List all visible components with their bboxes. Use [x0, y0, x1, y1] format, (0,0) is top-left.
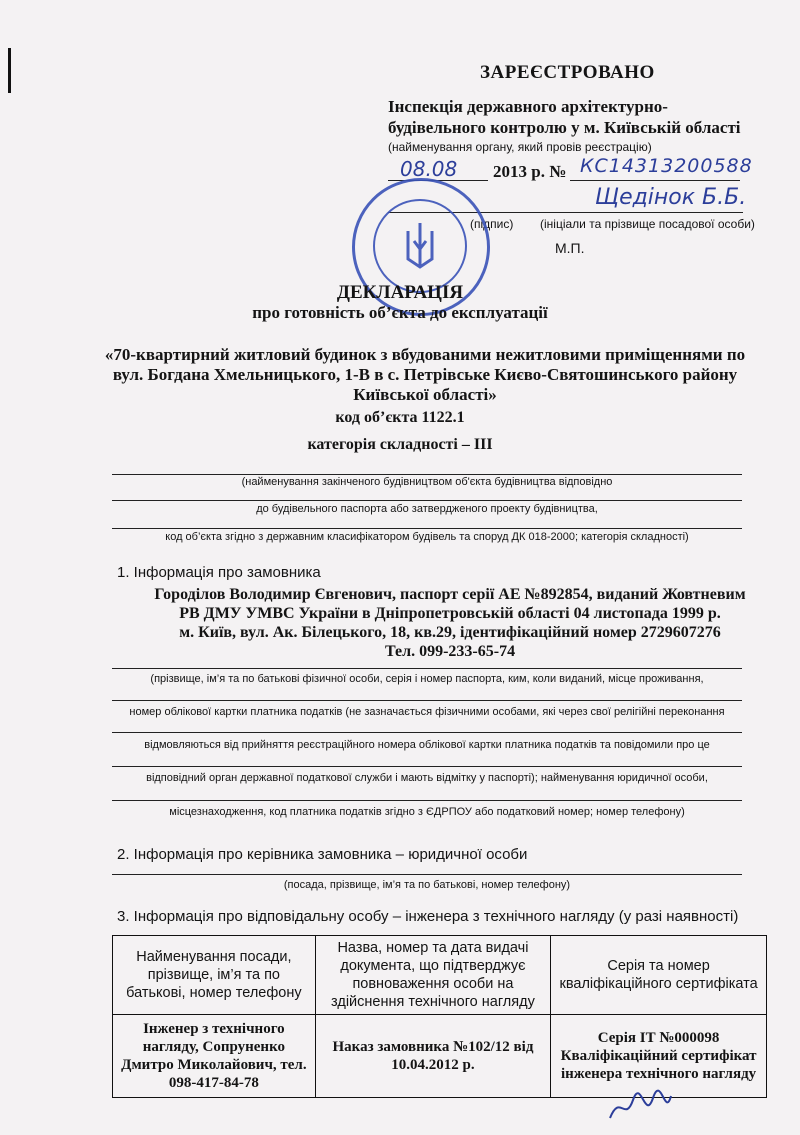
- object-name: [100, 345, 750, 405]
- org-hint: (найменування органу, який провів реєстрацію): [388, 140, 652, 154]
- director-caption: (посада, прізвище, ім’я та по батькові, номер телефону): [283, 879, 571, 891]
- declaration-caption-2: до будівельного паспорта або затвердженого проекту будівництва,: [256, 503, 598, 515]
- table-header-row: [113, 936, 767, 1015]
- trident-emblem-icon: [375, 201, 465, 291]
- table-cell: Інженер з технічного нагляду, Сопруненко Дмитро Миколайович, тел. 098-417-84-78: [113, 1015, 316, 1098]
- bottom-signature: [605, 1088, 675, 1135]
- object-line-2: вул. Богдана Хмельницького, 1-В в с. Петрівське Києво-Святошинського району: [112, 365, 738, 384]
- customer-line-1: Городілов Володимир Євгенович, паспорт серії АЕ №892854, виданий Жовтневим: [154, 586, 746, 603]
- customer-line-3: м. Київ, вул. Ак. Білецького, 18, кв.29, ідентифікаційний номер 2729607276: [179, 624, 721, 641]
- table-cell: Наказ замовника №102/12 від 10.04.2012 р.: [315, 1015, 550, 1098]
- handwritten-registration-number: КС14313200588: [580, 155, 753, 177]
- number-line: [570, 180, 740, 181]
- customer-info: [150, 585, 750, 661]
- registration-organization: [388, 96, 758, 138]
- customer-caption-5: місцезнаходження, код платника податків згідно з ЄДРПОУ або податковий номер; номер телефону): [169, 806, 685, 818]
- rule: [112, 500, 742, 501]
- supervision-engineer-table: [112, 935, 767, 1098]
- complexity-category: категорія складності – ІІІ: [307, 436, 493, 453]
- org-line-2: будівельного контролю у м. Київській області: [388, 118, 741, 137]
- registration-year: 2013 р. №: [493, 162, 567, 181]
- rule: [112, 474, 742, 475]
- customer-line-2: РВ ДМУ УМВС України в Дніпропетровській області 04 листопада 1999 р.: [179, 605, 721, 622]
- table-header-cell: Найменування посади, прізвище, ім’я та по батькові, номер телефону: [113, 936, 316, 1015]
- section-2-heading: 2. Інформація про керівника замовника – юридичної особи: [117, 846, 528, 863]
- rule: [112, 700, 742, 701]
- org-line-1: Інспекція державного архітектурно-: [388, 97, 668, 116]
- table-cell: Серія ІТ №000098 Кваліфікаційний сертифікат інженера технічного нагляду: [551, 1015, 767, 1098]
- declaration-title: ДЕКЛАРАЦІЯ: [336, 282, 464, 303]
- table-header-cell: Серія та номер кваліфікаційного сертифіката: [551, 936, 767, 1015]
- declaration-subtitle: про готовність об’єкта до експлуатації: [252, 303, 548, 322]
- rule: [112, 668, 742, 669]
- section-3-heading: 3. Інформація про відповідальну особу – інженера з технічного нагляду (у разі наявності): [117, 908, 739, 925]
- declaration-caption-3: код об’єкта згідно з державним класифікатором будівель та споруд ДК 018-2000; категорія складності): [165, 531, 689, 543]
- rule: [112, 874, 742, 875]
- signature-scribble-icon: [605, 1088, 675, 1128]
- table-header-cell: Назва, номер та дата видачі документа, що підтверджує повноваження особи на здійснення технічного нагляду: [315, 936, 550, 1015]
- margin-mark: [8, 48, 11, 93]
- declaration-caption-1: (найменування закінченого будівництвом об'єкта будівництва відповідно: [241, 476, 613, 488]
- rule: [112, 766, 742, 767]
- table-row: [113, 1015, 767, 1098]
- rule: [112, 732, 742, 733]
- signature-hint: (підпис): [470, 217, 514, 231]
- customer-caption-4: відповідний орган державної податкової служби і мають відмітку у паспорті); найменування юридичної особи,: [146, 772, 708, 784]
- handwritten-date: 08.08: [400, 157, 458, 181]
- object-line-3: Київської області»: [353, 385, 497, 404]
- stamp-inner-ring: [373, 199, 467, 293]
- handwritten-signature: Щедінок Б.Б.: [595, 185, 747, 210]
- rule: [112, 528, 742, 529]
- customer-caption-1: (прізвище, ім’я та по батькові фізичної особи, серія і номер паспорта, ким, коли виданий, місце проживання,: [150, 673, 704, 685]
- customer-caption-3: відмовляються від прийняття реєстраційного номера облікової картки платника податків та повідомили про це: [144, 739, 710, 751]
- section-1-heading: 1. Інформація про замовника: [117, 564, 321, 581]
- customer-line-4: Тел. 099-233-65-74: [384, 643, 516, 660]
- seal-mark: М.П.: [555, 240, 585, 256]
- registered-title: ЗАРЕЄСТРОВАНО: [480, 62, 655, 83]
- customer-caption-2: номер облікової картки платника податків (не зазначається фізичними особами, які через свої релігійні переконання: [129, 706, 725, 718]
- object-code: код об’єкта 1122.1: [335, 409, 465, 426]
- rule: [112, 800, 742, 801]
- object-line-1: «70-квартирний житловий будинок з вбудованими нежитловими приміщеннями по: [104, 345, 746, 364]
- name-hint: (ініціали та прізвище посадової особи): [540, 217, 755, 231]
